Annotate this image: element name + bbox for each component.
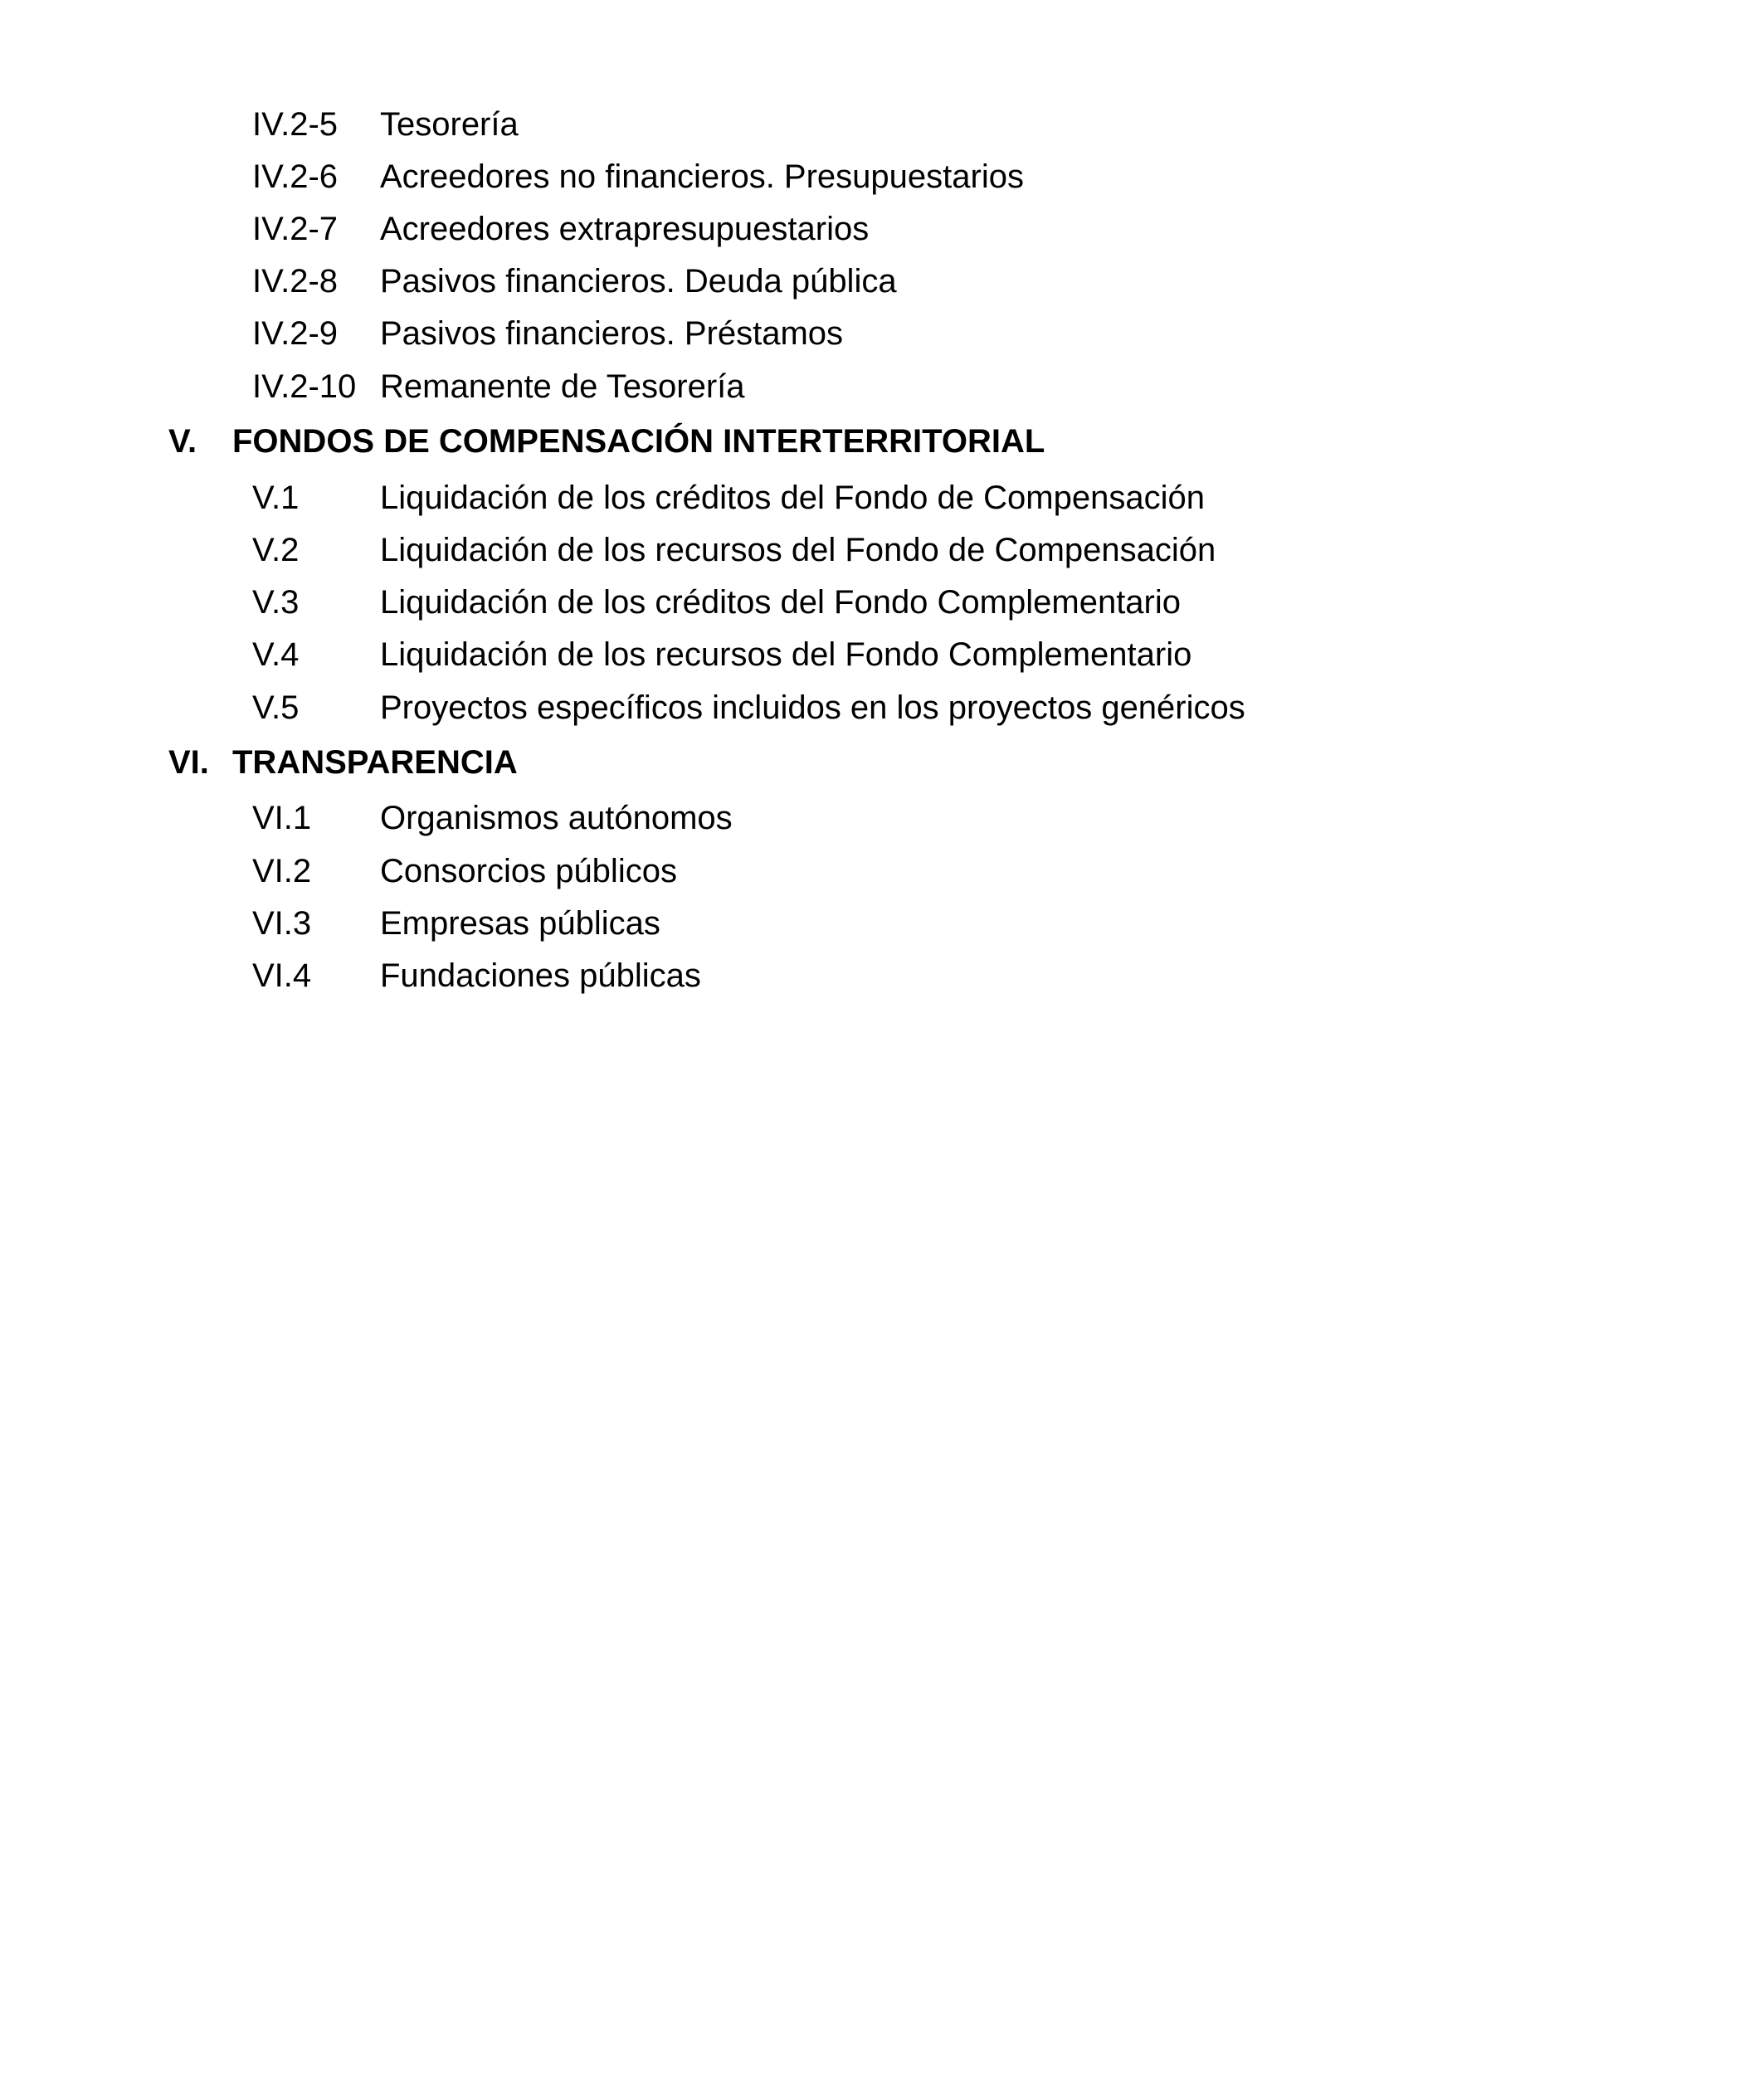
toc-section-vi — [0, 738, 1764, 787]
toc-entry-title: Empresas públicas — [380, 905, 660, 942]
toc-entry-title: Consorcios públicos — [380, 853, 677, 889]
toc-entry-code: IV.2-8 — [252, 263, 339, 300]
toc-entry-title: Liquidación de los recursos del Fondo Complementario — [380, 636, 1192, 673]
toc-section-v — [0, 416, 1764, 466]
toc-entry-code: VI.2 — [252, 853, 312, 889]
toc-entry-iv2-10 — [0, 362, 1764, 412]
toc-entry-title: Liquidación de los recursos del Fondo de Compensación — [380, 532, 1216, 568]
toc-section-title: FONDOS DE COMPENSACIÓN INTERTERRITORIAL — [232, 423, 1045, 460]
toc-entry-iv2-8 — [0, 256, 1764, 306]
toc-entry-code: IV.2-9 — [252, 315, 339, 352]
toc-entry-title: Acreedores no financieros. Presupuestarios — [380, 158, 1024, 195]
toc-entry-title: Liquidación de los créditos del Fondo Complementario — [380, 584, 1181, 621]
toc-entry-title: Tesorería — [380, 106, 519, 143]
toc-section-title: TRANSPARENCIA — [232, 744, 518, 781]
toc-entry-code: V.4 — [252, 636, 300, 673]
toc-entry-vi-2 — [0, 846, 1764, 896]
toc-entry-v-4 — [0, 630, 1764, 679]
toc-entry-title: Remanente de Tesorería — [380, 368, 745, 405]
toc-entry-vi-1 — [0, 793, 1764, 843]
toc-entry-title: Fundaciones públicas — [380, 957, 701, 994]
toc-entry-title: Pasivos financieros. Deuda pública — [380, 263, 897, 300]
toc-entry-v-1 — [0, 473, 1764, 523]
toc-entry-v-3 — [0, 577, 1764, 627]
toc-entry-code: VI.1 — [252, 800, 312, 836]
toc-section-code: V. — [168, 423, 197, 460]
toc-entry-v-5 — [0, 683, 1764, 733]
toc-entry-code: V.1 — [252, 480, 300, 516]
toc-entry-title: Pasivos financieros. Préstamos — [380, 315, 844, 352]
toc-entry-title: Liquidación de los créditos del Fondo de Compensación — [380, 480, 1205, 516]
toc-entry-code: IV.2-10 — [252, 368, 357, 405]
toc-entry-iv2-6 — [0, 152, 1764, 202]
toc-entry-title: Acreedores extrapresupuestarios — [380, 211, 870, 247]
toc-entry-code: IV.2-5 — [252, 106, 339, 143]
toc-entry-title: Organismos autónomos — [380, 800, 733, 836]
toc-section-code: VI. — [168, 744, 209, 781]
toc-entry-vi-4 — [0, 951, 1764, 1001]
toc-entry-title: Proyectos específicos incluidos en los proyectos genéricos — [380, 689, 1245, 726]
toc-entry-iv2-9 — [0, 309, 1764, 358]
toc-entry-code: V.3 — [252, 584, 300, 621]
toc-entry-code: IV.2-7 — [252, 211, 339, 247]
toc-entry-code: IV.2-6 — [252, 158, 339, 195]
toc-entry-iv2-5 — [0, 100, 1764, 149]
toc-entry-code: V.5 — [252, 689, 300, 726]
toc-entry-vi-3 — [0, 899, 1764, 948]
toc-entry-iv2-7 — [0, 204, 1764, 254]
toc-entry-code: VI.3 — [252, 905, 312, 942]
toc-entry-code: VI.4 — [252, 957, 312, 994]
toc-entry-code: V.2 — [252, 532, 300, 568]
toc-entry-v-2 — [0, 525, 1764, 575]
